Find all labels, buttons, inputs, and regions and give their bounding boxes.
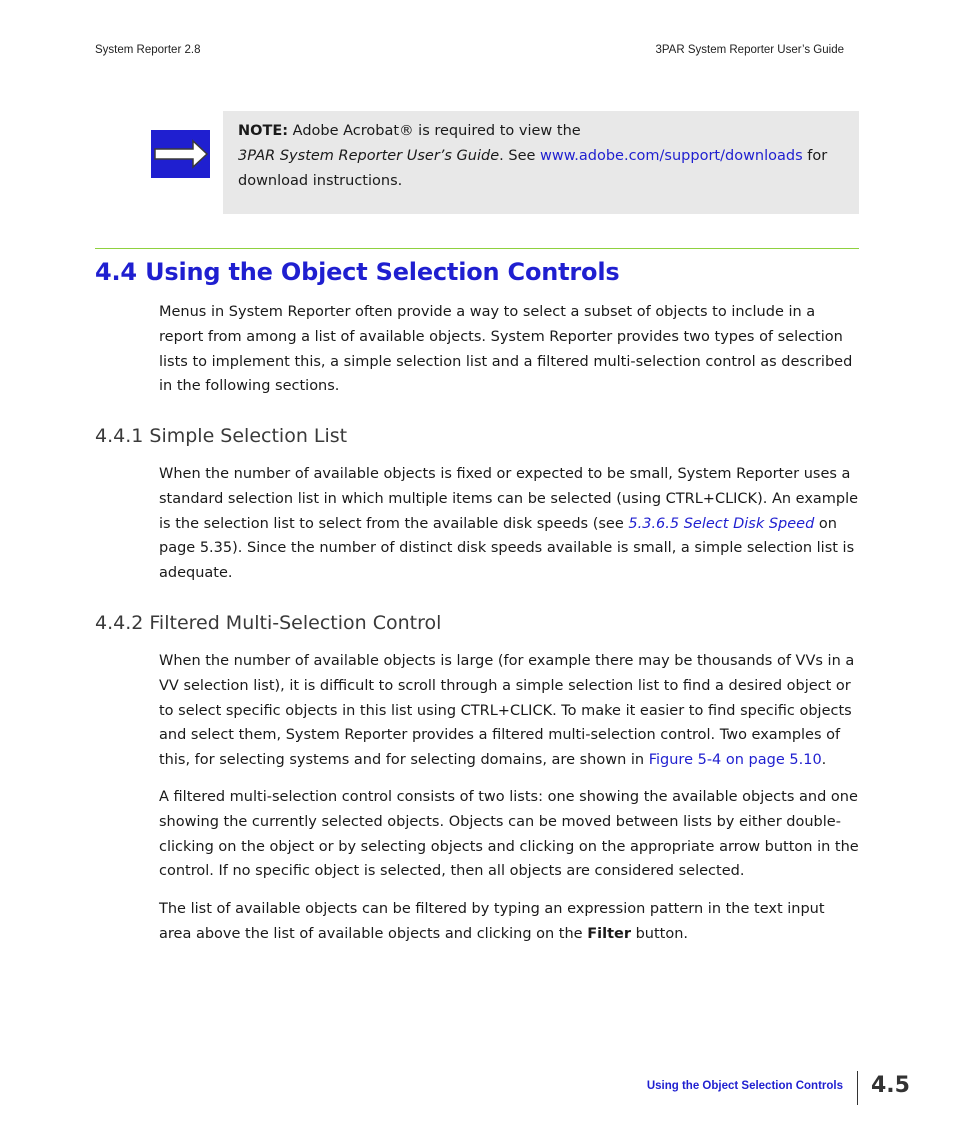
adobe-downloads-link[interactable]: www.adobe.com/support/downloads [540, 148, 803, 164]
note-label: NOTE: [238, 123, 289, 139]
note-text-2: . See [499, 148, 541, 164]
section-intro: Menus in System Reporter often provide a way to select a subset of objects to include in a report from among a list of available objects. System Reporter provides two types of selection lists to implement this, a simple selection list and a filtered multi-selection control as described in the following sections. [159, 304, 853, 395]
running-header-left: System Reporter 2.8 [95, 44, 201, 56]
subsection-title-filtered-multi-selection: 4.4.2 Filtered Multi-Selection Control [95, 612, 442, 634]
section-title: 4.4 Using the Object Selection Controls [95, 258, 620, 286]
right-arrow-icon [151, 130, 210, 178]
page-number: 4.5 [871, 1073, 910, 1098]
simple-selection-text-1: When the number of available objects is fixed or expected to be small, System Reporter uses a standard selection list in which multiple items can be selected (using CTRL+CLICK). An example is the selection list to select from the available disk speeds (see [159, 466, 859, 532]
simple-selection-paragraph [159, 462, 859, 586]
section-divider [95, 248, 859, 249]
note-guide-title: 3PAR System Reporter User’s Guide [238, 148, 500, 164]
note-text-3: for download instructions. [238, 148, 828, 189]
filtered-paragraph-3 [159, 897, 859, 947]
note-text-1: Adobe Acrobat® is required to view the [288, 123, 581, 139]
filtered-paragraph-2: A filtered multi-selection control consists of two lists: one showing the available objects and one showing the currently selected objects. Objects can be moved between lists by either double-clicking on the object or by selecting objects and clicking on the appropriate arrow button in the control. If no specific object is selected, then all objects are considered selected. [159, 789, 859, 880]
subsection-title-simple-selection: 4.4.1 Simple Selection List [95, 425, 348, 447]
filtered-text-2: . [821, 752, 827, 769]
filtered-text-3: The list of available objects can be filtered by typing an expression pattern in the text input area above the list of available objects and clicking on the [159, 901, 825, 942]
running-header-right: 3PAR System Reporter User’s Guide [655, 44, 844, 56]
footer-section-title: Using the Object Selection Controls [646, 1080, 843, 1092]
figure-5-4-link[interactable]: Figure 5-4 on page 5.10 [648, 752, 822, 769]
footer-divider [857, 1071, 858, 1105]
note-text [238, 119, 848, 194]
simple-selection-text-2: on page 5.35). Since the number of distinct disk speeds available is small, a simple selection list is adequate. [159, 515, 855, 582]
filtered-text-4: button. [630, 925, 689, 942]
filter-button-term: Filter [587, 925, 631, 942]
filtered-text-1: When the number of available objects is large (for example there may be thousands of VVs in a VV selection list), it is difficult to scroll through a simple selection list to find a desired object or to select specific objects in this list using CTRL+CLICK. To make it easier to find specific objects and select them, System Reporter provides a filtered multi-selection control. Two examples of this, for selecting systems and for selecting domains, are shown in [159, 653, 855, 769]
filtered-paragraph-1 [159, 649, 859, 773]
select-disk-speed-link[interactable]: 5.3.6.5 Select Disk Speed [628, 515, 815, 532]
